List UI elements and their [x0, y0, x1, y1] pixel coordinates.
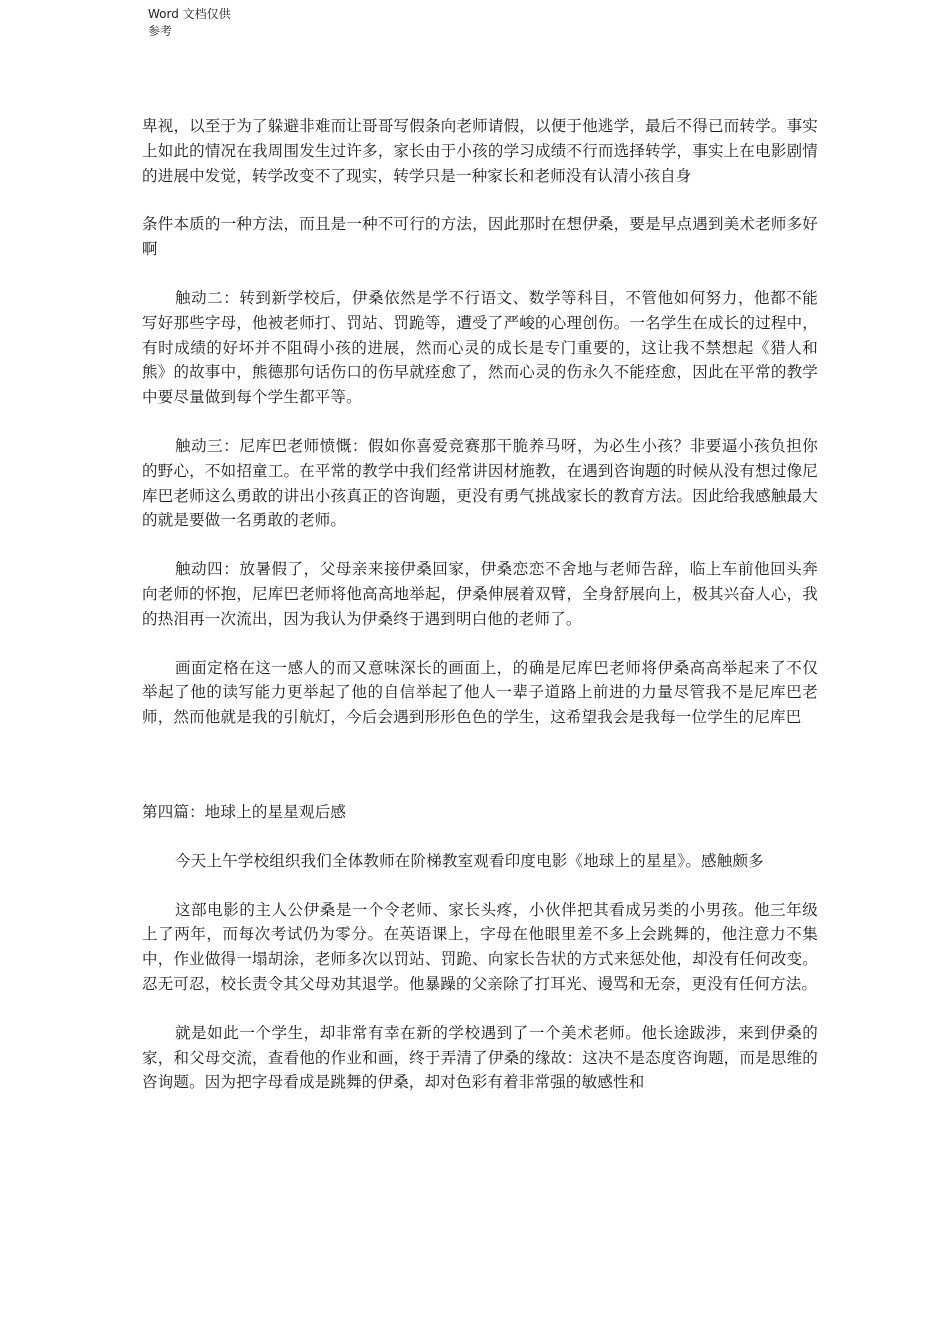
paragraph-2: 条件本质的一种方法，而且是一种不可行的方法，因此那时在想伊桑，要是早点遇到美术老师多好啊	[142, 215, 818, 259]
paragraph-6: 画面定格在这一感人的而又意味深长的画面上，的确是尼库巴老师将伊桑高高举起来了不仅举起了他的读写能力更举起了他的自信举起了他人一辈子道路上前进的力量尽管我不是尼库巴老师，然而他就是我的引航灯，今后会遇到形形色色的学生，这希望我会是我每一位学生的尼库巴	[142, 658, 818, 727]
paragraph-5: 触动四：放暑假了，父母亲来接伊桑回家，伊桑恋恋不舍地与老师告辞，临上车前他回头奔向老师的怀抱，尼库巴老师将他高高地举起，伊桑伸展着双臂，全身舒展向上，极其兴奋人心，我的热泪再一次流出，因为我认为伊桑终于遇到明白他的老师了。	[142, 560, 818, 628]
paragraph-9: 就是如此一个学生，却非常有幸在新的学校遇到了一个美术老师。他长途跋涉，来到伊桑的家，和父母交流，查看他的作业和画，终于弄清了伊桑的缘故：这决不是态度咨询题，而是思维的咨询题。因为把字母看成是跳舞的伊桑，却对色彩有着非常强的敏感性和	[142, 1023, 818, 1092]
watermark-text: Word 文档仅供参考	[148, 7, 231, 38]
section-heading: 第四篇：地球上的星星观后感	[142, 802, 347, 821]
document-body	[142, 114, 818, 1095]
paragraph-4: 触动三：尼库巴老师愤慨：假如你喜爱竞赛那干脆养马呀，为必生小孩？非要逼小孩负担你的野心，不如招童工。在平常的教学中我们经常讲因材施教，在遇到咨询题的时候从没有想过像尼库巴老师这么勇敢的讲出小孩真正的咨询题，更没有勇气挑战家长的教育方法。因此给我感触最大的就是要做一名勇敢的老师。	[142, 436, 818, 530]
paragraph-8: 这部电影的主人公伊桑是一个令老师、家长头疼，小伙伴把其看成另类的小男孩。他三年级上了两年，而每次考试仍为零分。在英语课上，字母在他眼里差不多上会跳舞的，他注意力不集中，作业做得一塌胡涂，老师多次以罚站、罚跪、向家长告状的方式来惩处他，却没有任何改变。忍无可忍，校长责令其父母劝其退学。他暴躁的父亲除了打耳光、谩骂和无奈，更没有任何方法。	[142, 900, 818, 993]
paragraph-3: 触动二：转到新学校后，伊桑依然是学不行语文、数学等科目，不管他如何努力，他都不能写好那些字母，他被老师打、罚站、罚跪等，遭受了严峻的心理创伤。一名学生在成长的过程中，有时成绩的好坏并不阻碍小孩的进展，然而心灵的成长是专门重要的，这让我不禁想起《猎人和熊》的故事中，熊德那句话伤口的伤早就痊愈了，然而心灵的伤永久不能痊愈，因此在平常的教学中要尽量做到每个学生都平等。	[142, 288, 818, 407]
paragraph-1: 卑视，以至于为了躲避非难而让哥哥写假条向老师请假，以便于他逃学，最后不得已而转学。事实上如此的情况在我周围发生过许多，家长由于小孩的学习成绩不行而选择转学，事实上在电影剧情的进展中发觉，转学改变不了现实，转学只是一种家长和老师没有认清小孩自身	[142, 117, 818, 185]
paragraph-7: 今天上午学校组织我们全体教师在阶梯教室观看印度电影《地球上的星星》。感触颇多	[175, 851, 764, 870]
